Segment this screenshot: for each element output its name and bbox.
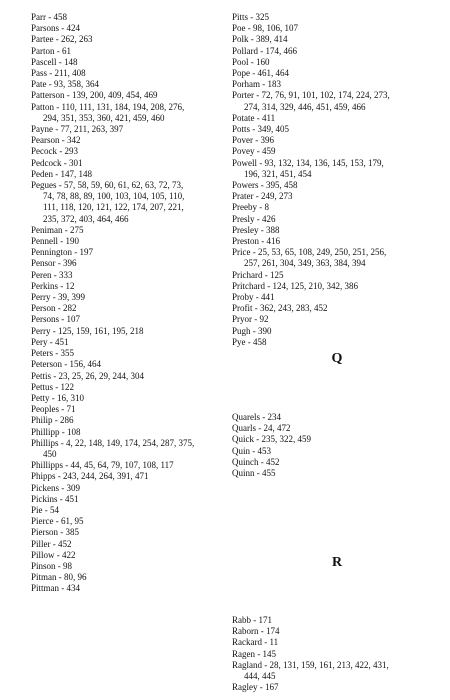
index-entry: Presly - 426	[232, 213, 276, 224]
index-entry-continuation: 444, 445	[244, 671, 276, 682]
index-entry: Poe - 98, 106, 107	[232, 23, 298, 34]
index-entry: Rabb - 171	[232, 615, 272, 625]
index-entry: Patton - 110, 111, 131, 184, 194, 208, 276,	[31, 101, 185, 112]
index-entry: Parsons - 424	[31, 23, 80, 34]
index-entry: Perkins - 12	[31, 280, 75, 291]
index-entry: Pugh - 390	[232, 325, 272, 336]
index-entry: Pedcock - 301	[31, 157, 83, 168]
index-entry: Preston - 416	[232, 236, 280, 247]
q-entries	[232, 412, 442, 479]
index-entry: Rackard - 11	[232, 637, 279, 648]
index-entry: Petty - 16, 310	[31, 392, 84, 403]
index-entry: Pope - 461, 464	[232, 68, 289, 79]
index-entry: Pettis - 23, 25, 26, 29, 244, 304	[31, 370, 145, 381]
index-entry-continuation: 235, 372, 403, 464, 466	[43, 213, 129, 224]
index-entry: Pitts - 325	[232, 12, 270, 22]
index-entry: Proby - 441	[232, 292, 275, 303]
index-entry-continuation: 450	[43, 448, 57, 459]
index-entry: Quarels - 234	[232, 412, 281, 422]
index-entry: Perry - 39, 399	[31, 292, 85, 303]
index-entry: Prater - 249, 273	[232, 191, 293, 202]
index-entry: Philip - 286	[31, 415, 74, 426]
index-entry: Person - 282	[31, 303, 77, 314]
index-entry: Povey - 459	[232, 146, 276, 157]
index-entry: Peterson - 156, 464	[31, 359, 101, 370]
index-entry: Quarls - 24, 472	[232, 423, 291, 434]
index-entry: Parr - 458	[31, 12, 67, 22]
index-entry-continuation: 74, 78, 88, 89, 100, 103, 104, 105, 110,	[43, 191, 185, 202]
index-entry: Pensor - 396	[31, 258, 77, 269]
index-entry: Presley - 388	[232, 224, 280, 235]
index-entry: Pecock - 293	[31, 146, 78, 157]
index-entry: Prichard - 125	[232, 269, 284, 280]
index-entry: Pye - 458	[232, 336, 267, 347]
left-index-column	[31, 12, 231, 595]
index-entry: Preeby - 8	[232, 202, 269, 213]
index-entry: Price - 25, 53, 65, 108, 249, 250, 251, 256,	[232, 247, 387, 258]
index-entry: Pritchard - 124, 125, 210, 342, 386	[232, 280, 358, 291]
index-entry: Powers - 395, 458	[232, 180, 298, 191]
index-entry: Phillips - 4, 22, 148, 149, 174, 254, 287, 375,	[31, 437, 195, 448]
index-entry: Payne - 77, 211, 263, 397	[31, 124, 124, 135]
index-entry-continuation: 196, 321, 451, 454	[244, 168, 312, 179]
right-index-column	[232, 12, 442, 348]
index-entry: Porham - 183	[232, 79, 281, 90]
index-entry: Peoples - 71	[31, 404, 76, 415]
index-entry: Pie - 54	[31, 504, 59, 515]
index-entry: Phillipp - 108	[31, 426, 81, 437]
index-entry: Pettus - 122	[31, 381, 75, 392]
section-heading-r: R	[331, 555, 343, 570]
index-entry: Ragley - 167	[232, 682, 279, 693]
index-entry: Pittman - 434	[31, 583, 80, 594]
index-entry: Potts - 349, 405	[232, 124, 290, 135]
index-entry: Porter - 72, 76, 91, 101, 102, 174, 224, 273,	[232, 90, 390, 101]
index-entry: Parton - 61	[31, 45, 71, 56]
index-entry-continuation: 111, 118, 120, 121, 122, 174, 207, 221,	[43, 202, 184, 213]
index-entry: Peden - 147, 148	[31, 168, 92, 179]
index-entry: Polk - 389, 414	[232, 34, 288, 45]
index-entry: Piller - 452	[31, 538, 72, 549]
index-entry: Ragland - 28, 131, 159, 161, 213, 422, 431,	[232, 659, 389, 670]
index-entry: Pascell - 148	[31, 56, 78, 67]
index-entry: Peters - 355	[31, 348, 74, 359]
index-entry: Pickins - 451	[31, 493, 79, 504]
index-entry: Peniman - 275	[31, 224, 84, 235]
index-entry: Pitman - 80, 96	[31, 572, 87, 583]
index-entry: Raborn - 174	[232, 626, 280, 637]
index-entry: Pickens - 309	[31, 482, 80, 493]
index-entry: Potate - 411	[232, 112, 276, 123]
p-entries-continued	[232, 12, 442, 348]
index-entry: Pass - 211, 408	[31, 68, 86, 79]
index-entry: Pierson - 385	[31, 527, 79, 538]
index-entry: Pollard - 174, 466	[232, 45, 297, 56]
index-entry: Phipps - 243, 244, 264, 391, 471	[31, 471, 149, 482]
index-entry: Partee - 262, 263	[31, 34, 93, 45]
index-entry: Phillipps - 44, 45, 64, 79, 107, 108, 117	[31, 460, 174, 471]
index-entry: Patterson - 139, 200, 409, 454, 469	[31, 90, 158, 101]
index-entry: Quinch - 452	[232, 456, 280, 467]
index-entry: Pillow - 422	[31, 549, 76, 560]
index-entry: Quick - 235, 322, 459	[232, 434, 311, 445]
index-entry: Pinson - 98	[31, 560, 73, 571]
index-entry: Pegues - 57, 58, 59, 60, 61, 62, 63, 72, 73,	[31, 180, 184, 191]
index-entry: Pate - 93, 358, 364	[31, 79, 99, 90]
index-entry-continuation: 257, 261, 304, 349, 363, 384, 394	[244, 258, 366, 269]
index-entry: Quin - 453	[232, 445, 271, 456]
index-entry: Pover - 396	[232, 135, 274, 146]
index-entry: Persons - 107	[31, 314, 80, 325]
index-entry: Quinn - 455	[232, 468, 276, 479]
index-entry-continuation: 294, 351, 353, 360, 421, 459, 460	[43, 112, 165, 123]
index-entry: Pryor - 92	[232, 314, 269, 325]
index-entry: Pearson - 342	[31, 135, 81, 146]
index-entry: Pool - 160	[232, 56, 270, 67]
index-entry: Pery - 451	[31, 336, 69, 347]
index-entry: Perry - 125, 159, 161, 195, 218	[31, 325, 144, 336]
r-entries	[232, 615, 442, 693]
index-entry: Pennington - 197	[31, 247, 93, 258]
index-entry: Powell - 93, 132, 134, 136, 145, 153, 179,	[232, 157, 384, 168]
index-entry: Profit - 362, 243, 283, 452	[232, 303, 328, 314]
section-heading-q: Q	[331, 351, 343, 366]
index-entry: Pierce - 61, 95	[31, 516, 84, 527]
index-entry: Pennell - 190	[31, 236, 79, 247]
index-entry: Peren - 333	[31, 269, 73, 280]
index-entry: Ragen - 145	[232, 648, 276, 659]
index-entry-continuation: 274, 314, 329, 446, 451, 459, 466	[244, 101, 366, 112]
